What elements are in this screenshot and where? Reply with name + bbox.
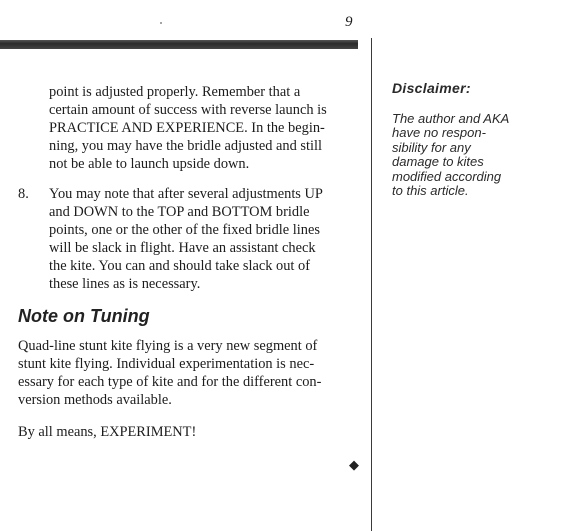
section-heading: Note on Tuning bbox=[18, 306, 150, 326]
text-line: ning, you may have the bridle adjusted and still bbox=[49, 138, 322, 154]
tuning-paragraph bbox=[18, 337, 363, 409]
page-number: 9 bbox=[345, 14, 353, 30]
header-rule bbox=[0, 40, 358, 49]
text-line: the kite. You can and should take slack out of bbox=[49, 258, 310, 274]
text-line: and DOWN to the TOP and BOTTOM bridle bbox=[49, 204, 310, 220]
item-number: 8. bbox=[18, 186, 29, 202]
text-line: version methods available. bbox=[18, 392, 172, 408]
text-line: certain amount of success with reverse launch is bbox=[49, 102, 327, 118]
text-line: point is adjusted properly. Remember that a bbox=[49, 84, 301, 100]
closing-line: By all means, EXPERIMENT! bbox=[18, 424, 197, 440]
text-line: PRACTICE AND EXPERIENCE. In the begin- bbox=[49, 120, 325, 136]
text-line: modified according bbox=[392, 168, 502, 184]
text-line: stunt kite flying. Individual experimentation is nec- bbox=[18, 356, 315, 372]
disclaimer-sidebar bbox=[392, 80, 562, 198]
text-line: Quad-line stunt kite flying is a very new segment of bbox=[18, 338, 318, 354]
text-line: have no respon- bbox=[392, 125, 486, 141]
disclaimer-text bbox=[392, 112, 562, 198]
text-line: not be able to launch upside down. bbox=[49, 156, 250, 172]
text-line: essary for each type of kite and for the different con- bbox=[18, 374, 322, 390]
disclaimer-title: Disclaimer: bbox=[392, 80, 471, 96]
scan-speck bbox=[160, 22, 162, 24]
text-line: damage to kites bbox=[392, 154, 484, 170]
text-line: will be slack in flight. Have an assistant check bbox=[49, 240, 316, 256]
continued-paragraph bbox=[49, 83, 363, 173]
column-divider bbox=[371, 38, 372, 531]
text-line: these lines as is necessary. bbox=[49, 276, 201, 292]
text-line: to this article. bbox=[392, 183, 469, 199]
end-of-article-mark: ◆ bbox=[349, 458, 359, 473]
text-line: The author and AKA bbox=[392, 111, 510, 126]
text-line: points, one or the other of the fixed bridle lines bbox=[49, 222, 320, 238]
main-column bbox=[18, 83, 363, 441]
numbered-item-8 bbox=[18, 185, 363, 293]
text-line: You may note that after several adjustments UP bbox=[49, 186, 323, 202]
text-line: sibility for any bbox=[392, 139, 471, 155]
